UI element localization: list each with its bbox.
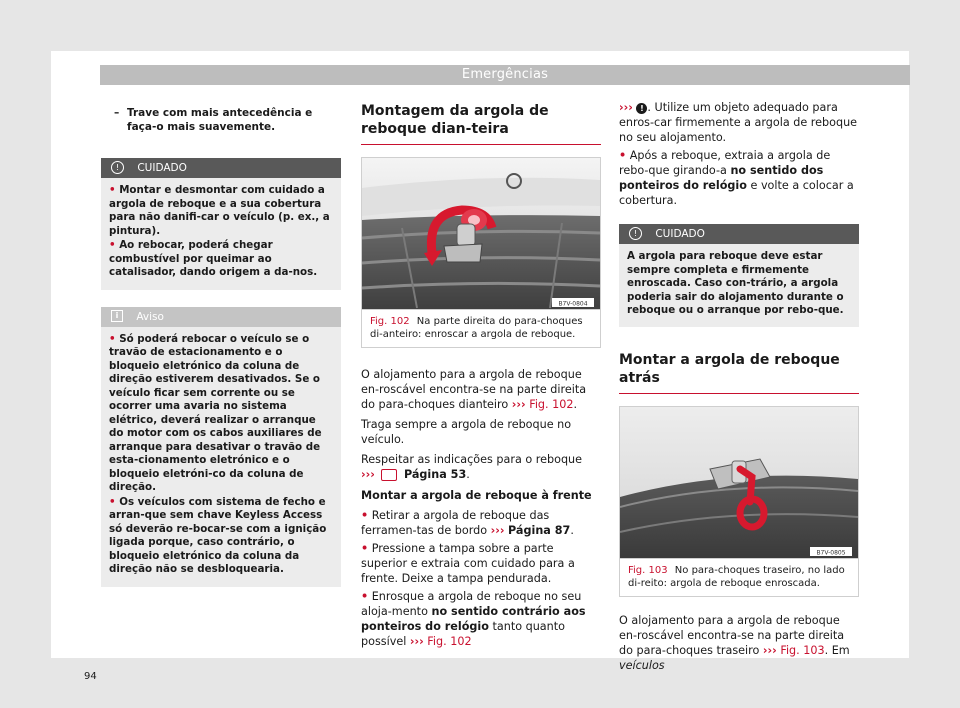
section-title: Montar a argola de reboque atrás	[619, 351, 859, 394]
figure-link[interactable]: Fig. 103	[780, 643, 825, 657]
page-header: Emergências	[100, 65, 910, 85]
cross-ref-arrow: ›››	[762, 643, 777, 657]
caution-box	[101, 158, 341, 290]
paragraph: ››› ! . Utilize um objeto adequado para enros-car firmemente a argola de reboque no seu alojamento. • Após a reboque, extraia a argola de rebo-que girando-a no sentido dos ponteiros do relógio e volte a colocar a cobertura.	[619, 101, 858, 207]
figure-link[interactable]: Fig. 102	[427, 635, 472, 648]
caution-box: ! CUIDADO A argola para reboque deve estar sempre completa e firmemente enroscada. Caso con-trário, a argola poderia sair do alojamento durante o reboque ou o arranque por rebo-que.	[619, 224, 859, 327]
paragraph: O alojamento para a argola de reboque en-roscável encontra-se na parte direita do para-choques traseiro ››› Fig. 103. Em veículos	[619, 613, 850, 672]
list-item: • Ao rebocar, poderá chegar combustível por queimar ao catalisador, dando origem a da-nos.	[109, 239, 318, 278]
figure-code: B7V-0804	[558, 300, 588, 308]
paragraph: Respeitar as indicações para o reboque ››› Página 53.	[361, 453, 583, 481]
tow-hook-front-illustration	[362, 158, 600, 309]
paragraph: Traga sempre a argola de reboque no veículo.	[361, 418, 572, 446]
list-item: • Enrosque a argola de reboque no seu aloja-mento no sentido contrário aos ponteiros do relógio tanto quanto possível ››› Fig. 102	[361, 590, 586, 648]
column-middle	[361, 102, 601, 652]
document-page	[51, 51, 909, 682]
cross-ref-arrow: ›››	[619, 101, 633, 114]
list-item: • Retirar a argola de reboque das ferramen-tas de bordo ››› Página 87.	[361, 509, 574, 537]
page-link[interactable]: Página 87	[508, 524, 571, 537]
tow-hook-rear-illustration	[620, 407, 858, 558]
caution-title: CUIDADO	[137, 162, 187, 174]
cross-ref-arrow: ›››	[361, 468, 375, 481]
book-icon	[381, 469, 397, 481]
figure-label: Fig. 103	[628, 564, 668, 576]
figure-link[interactable]: Fig. 102	[529, 398, 574, 411]
cross-ref-arrow: ›››	[511, 398, 526, 411]
paragraph: O alojamento para a argola de reboque en-roscável encontra-se na parte direita do para-choques dianteiro ››› Fig. 102.	[361, 368, 587, 411]
list-item: • Só poderá rebocar o veículo se o travão de estacionamento e o bloqueio eletrónico da coluna de direção estiverem desativados. Se o veículo ficar sem corrente ou se ocorrer uma avaria no sistema elétrico, deverá realizar o arranque do motor com os cabos auxiliares de arranque para desativar o travão de esta-cionamento eletrónico e o bloqueio eletróni-co da coluna de direção.	[109, 332, 322, 493]
cross-ref-arrow: ›››	[490, 524, 505, 537]
page-link[interactable]: Página 53	[403, 468, 467, 481]
notice-box	[101, 307, 341, 587]
warning-icon: !	[636, 103, 647, 114]
column-left	[101, 89, 341, 587]
column-right	[619, 100, 859, 673]
warning-icon: !	[111, 161, 124, 174]
tow-hook-front-image	[362, 158, 600, 309]
page-number: 94	[84, 671, 97, 682]
figure-caption: Fig. 103 No para-choques traseiro, no lado di-reito: argola de reboque enroscada.	[620, 558, 858, 596]
cross-ref-arrow: ›››	[409, 635, 424, 648]
caution-title: CUIDADO	[655, 228, 705, 240]
figure	[361, 157, 601, 348]
subheading: Montar a argola de reboque à frente	[361, 489, 592, 502]
info-icon: i	[111, 310, 123, 322]
figure-caption: Fig. 102 Na parte direita do para-choques di-anteiro: enroscar a argola de reboque.	[362, 309, 600, 347]
list-item: • Após a reboque, extraia a argola de rebo-que girando-a no sentido dos ponteiros do relógio e volte a colocar a cobertura.	[619, 149, 854, 207]
figure-label: Fig. 102	[370, 316, 410, 327]
figure	[619, 406, 859, 597]
warning-icon: !	[629, 227, 642, 240]
notice-title: Aviso	[136, 310, 164, 323]
list-item: • Montar e desmontar com cuidado a argola de reboque e a sua cobertura para não danifi-car o veículo (p. ex., a pintura).	[109, 184, 330, 237]
section-title: Montagem da argola de reboque dian-teira	[361, 102, 601, 145]
list-item: • Pressione a tampa sobre a parte superior e extraia com cuidado para a frente. Deixe a tampa pendurada.	[361, 542, 575, 585]
list-item: • Os veículos com sistema de fecho e arran-que sem chave Keyless Access só deverão re-bocar-se com a ignição ligada porque, caso contrário, o bloqueio eletrónico da coluna da direção não se desbloquearia.	[109, 495, 327, 575]
tow-hook-rear-image	[620, 407, 858, 558]
figure-code: B7V-0805	[816, 549, 846, 556]
list-item: – Trave com mais antecedência e faça-o mais suavemente.	[114, 107, 313, 133]
